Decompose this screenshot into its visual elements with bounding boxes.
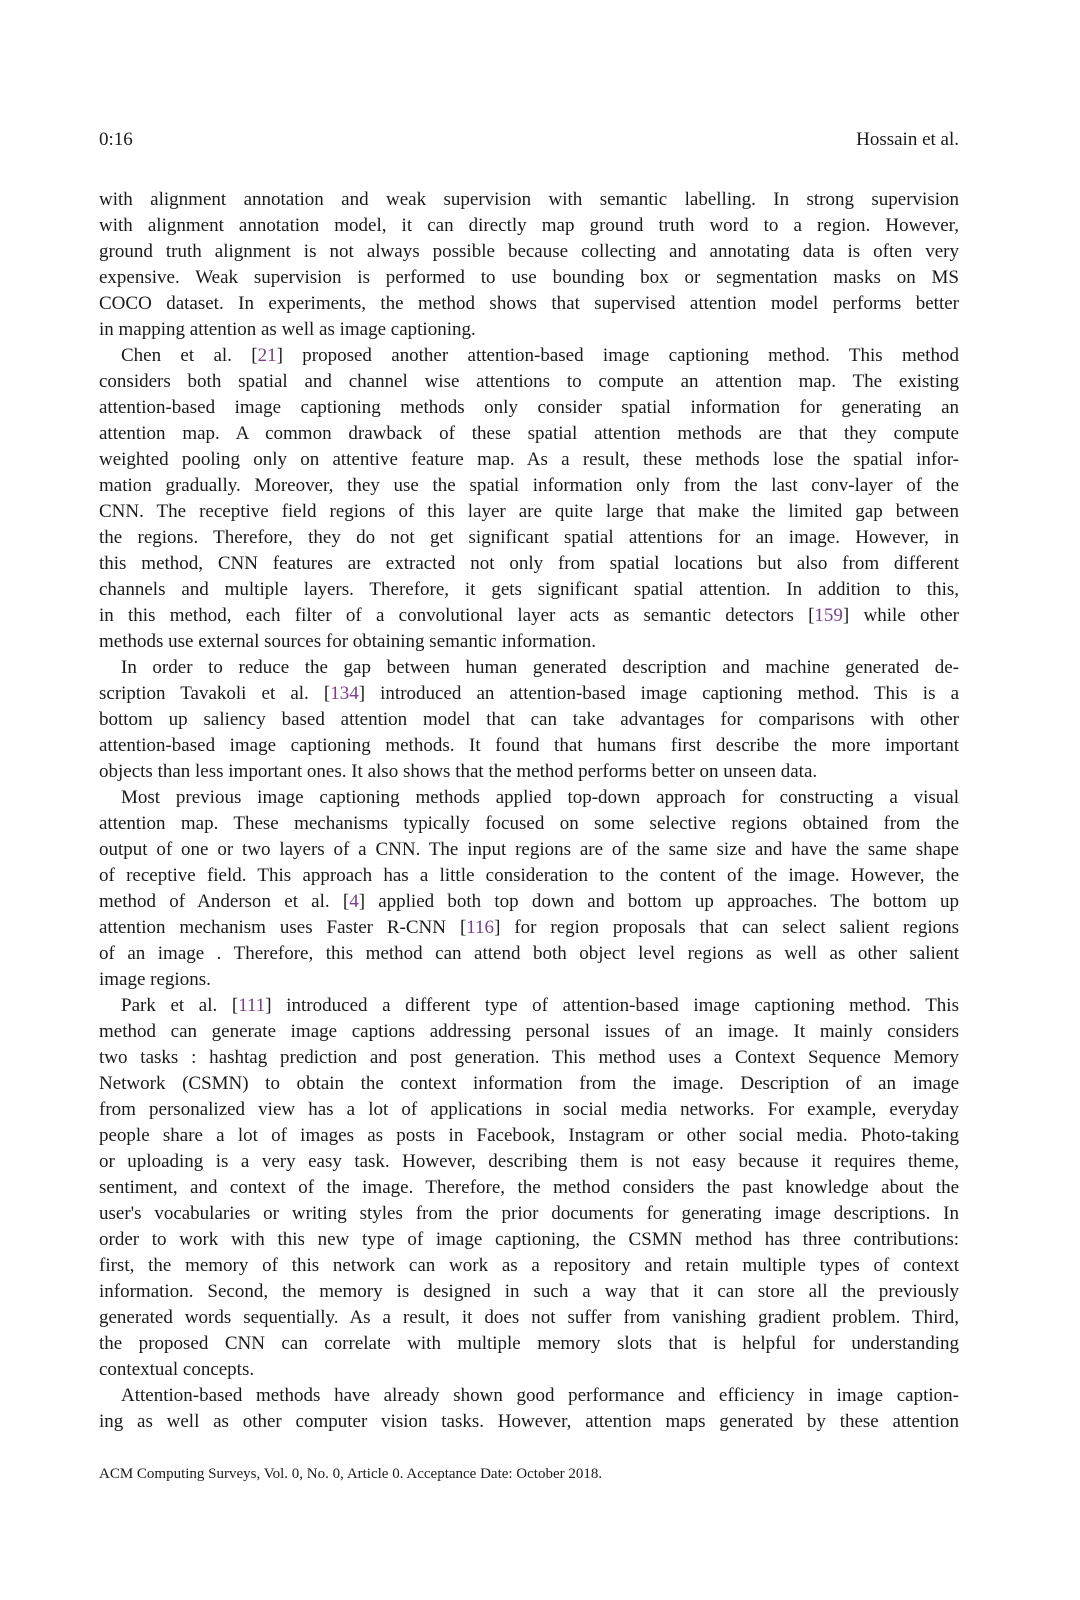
text-line: sentiment, and context of the image. Therefore, the method considers the past knowledge about the [99, 1177, 959, 1198]
paragraph [99, 1383, 959, 1435]
citation-link[interactable]: 134 [330, 683, 359, 704]
text-line: in this method, each filter of a convolutional layer acts as semantic detectors [159] while other [99, 605, 959, 626]
running-head-authors: Hossain et al. [856, 129, 959, 150]
text-line: user's vocabularies or writing styles from the prior documents for generating image descriptions. In [99, 1203, 959, 1224]
text-line: considers both spatial and channel wise attentions to compute an attention map. The existing [99, 371, 959, 392]
citation-link[interactable]: 21 [257, 345, 277, 366]
text-line: Park et al. [111] introduced a different type of attention-based image captioning method. This [121, 995, 959, 1016]
text-line: channels and multiple layers. Therefore, it gets significant spatial attention. In addition to this, [99, 579, 959, 600]
text-line: objects than less important ones. It also shows that the method performs better on unseen data. [99, 761, 818, 782]
text-line: weighted pooling only on attentive feature map. As a result, these methods lose the spatial infor- [99, 449, 959, 470]
text-line: of an image . Therefore, this method can attend both object level regions as well as other salient [99, 943, 959, 964]
text-line: in mapping attention as well as image captioning. [99, 319, 476, 340]
text-line: methods use external sources for obtaining semantic information. [99, 631, 597, 652]
paragraph [99, 785, 959, 993]
paragraph [99, 187, 959, 343]
text-line: or uploading is a very easy task. However, describing them is not easy because it requires theme, [99, 1151, 959, 1172]
text-line: ground truth alignment is not always possible because collecting and annotating data is often very [99, 241, 959, 262]
text-line: generated words sequentially. As a result, it does not suffer from vanishing gradient problem. Third, [99, 1307, 959, 1328]
citation-link[interactable]: 159 [814, 605, 843, 626]
page-number: 0:16 [99, 129, 133, 150]
text-line: ing as well as other computer vision tasks. However, attention maps generated by these attention [99, 1411, 959, 1432]
citation-link[interactable]: 4 [349, 891, 359, 912]
text-line: Network (CSMN) to obtain the context information from the image. Description of an image [99, 1073, 959, 1094]
text-line: Attention-based methods have already shown good performance and efficiency in image caption- [121, 1385, 959, 1406]
paragraph [99, 343, 959, 655]
text-line: of receptive field. This approach has a little consideration to the content of the image. However, the [99, 865, 959, 886]
text-line: scription Tavakoli et al. [134] introduced an attention-based image captioning method. This is a [99, 683, 959, 704]
text-line: the regions. Therefore, they do not get significant spatial attentions for an image. However, in [99, 527, 959, 548]
text-line: order to work with this new type of image captioning, the CSMN method has three contributions: [99, 1229, 959, 1250]
text-line: In order to reduce the gap between human generated description and machine generated de- [121, 657, 959, 678]
text-line: attention-based image captioning methods only consider spatial information for generating an [99, 397, 959, 418]
text-line: COCO dataset. In experiments, the method shows that supervised attention model performs better [99, 293, 959, 314]
citation-link[interactable]: 116 [466, 917, 495, 938]
text-line: expensive. Weak supervision is performed to use bounding box or segmentation masks on MS [99, 267, 959, 288]
text-line: output of one or two layers of a CNN. The input regions are of the same size and have the same shape [99, 839, 959, 860]
citation-link[interactable]: 111 [238, 995, 266, 1016]
text-line: with alignment annotation and weak supervision with semantic labelling. In strong supervision [99, 189, 959, 210]
text-line: mation gradually. Moreover, they use the spatial information only from the last conv-layer of the [99, 475, 959, 496]
text-line: attention map. A common drawback of these spatial attention methods are that they compute [99, 423, 959, 444]
text-line: method can generate image captions addressing personal issues of an image. It mainly considers [99, 1021, 959, 1042]
text-line: contextual concepts. [99, 1359, 255, 1380]
text-line: image regions. [99, 969, 211, 990]
text-line: information. Second, the memory is designed in such a way that it can store all the previously [99, 1281, 959, 1302]
text-line: first, the memory of this network can work as a repository and retain multiple types of context [99, 1255, 959, 1276]
text-line: attention map. These mechanisms typically focused on some selective regions obtained from the [99, 813, 959, 834]
text-line: method of Anderson et al. [4] applied both top down and bottom up approaches. The bottom up [99, 891, 959, 912]
body-text [99, 187, 959, 1435]
paragraph [99, 993, 959, 1383]
text-line: with alignment annotation model, it can directly map ground truth word to a region. However, [99, 215, 959, 236]
text-line: two tasks : hashtag prediction and post generation. This method uses a Context Sequence Memory [99, 1047, 959, 1068]
paragraph [99, 655, 959, 785]
text-line: bottom up saliency based attention model that can take advantages for comparisons with other [99, 709, 959, 730]
text-line: attention-based image captioning methods. It found that humans first describe the more important [99, 735, 959, 756]
text-line: people share a lot of images as posts in Facebook, Instagram or other social media. Photo-taking [99, 1125, 959, 1146]
text-line: from personalized view has a lot of applications in social media networks. For example, everyday [99, 1099, 959, 1120]
text-line: this method, CNN features are extracted not only from spatial locations but also from different [99, 553, 959, 574]
text-line: Most previous image captioning methods applied top-down approach for constructing a visual [121, 787, 959, 808]
text-line: CNN. The receptive field regions of this layer are quite large that make the limited gap between [99, 501, 959, 522]
text-line: Chen et al. [21] proposed another attention-based image captioning method. This method [121, 345, 959, 366]
text-line: the proposed CNN can correlate with multiple memory slots that is helpful for understanding [99, 1333, 959, 1354]
text-line: attention mechanism uses Faster R-CNN [116] for region proposals that can select salient regions [99, 917, 959, 938]
footer-journal-info: ACM Computing Surveys, Vol. 0, No. 0, Article 0. Acceptance Date: October 2018. [99, 1466, 603, 1482]
